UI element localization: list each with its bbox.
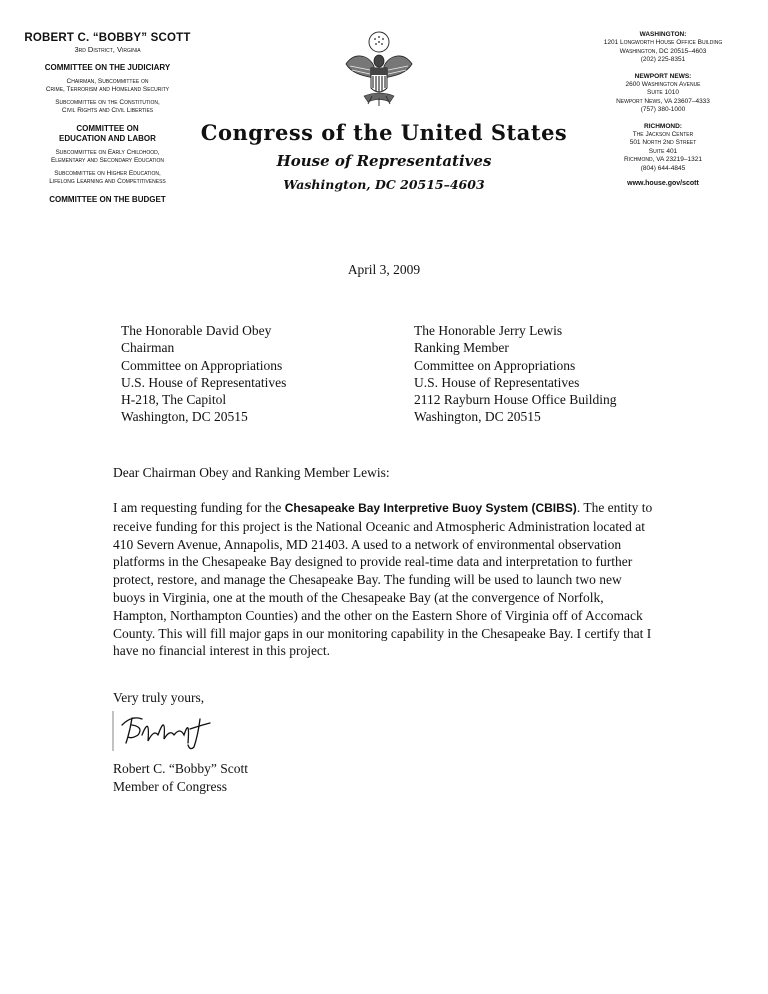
signer-name: Robert C. “Bobby” Scott	[113, 761, 248, 776]
recipient-lewis: The Honorable Jerry Lewis Ranking Member Committee on Appropriations U.S. House of Representatives 2112 Rayburn House Office Building Washington, DC 20515	[414, 323, 617, 425]
subcommittee-constitution: Subcommittee on the Constitution, Civil Rights and Civil Liberties	[55, 99, 160, 114]
recipient-obey: The Honorable David Obey Chairman Committee on Appropriations U.S. House of Representatives H-218, The Capitol Washington, DC 20515	[121, 323, 287, 425]
body-text-post: . The entity to receive funding for this project is the National Oceanic and Atmospheric Administration located at 410 Severn Avenue, Annapolis, MD 21403. A used to a network of environmental observation platforms in the Chesapeake Bay designed to provide real-time data and interpretation to further protect, restore, and manage the Chesapeake Bay. The funding will be used to launch two new buoys in Virginia, one at the mouth of the Chesapeake Bay (at the convergence of Norfolk, Hampton, Northampton Counties) and the other on the Eastern Shore of Virginia off of Accomack County. This will fill major gaps in our monitoring capability in the Chesapeake Bay. I certify that I have no financial interest in this project.	[113, 500, 653, 659]
congress-title: Congress of the United States	[200, 120, 568, 145]
project-name: Chesapeake Bay Interpretive Buoy System (CBIBS)	[284, 501, 577, 515]
subcommittee-early-childhood: Subcommittee on Early Childhood, Elementary and Secondary Education	[50, 149, 165, 164]
committee-education: COMMITTEE ON EDUCATION AND LABOR	[59, 124, 156, 143]
office-washington: WASHINGTON: 1201 Longworth House Office Building Washington, DC 20515–4603 (202) 225-8351	[603, 31, 723, 63]
member-name: ROBERT C. “BOBBY” SCOTT	[24, 32, 191, 44]
signature-image	[110, 705, 230, 755]
committee-budget: COMMITTEE ON THE BUDGET	[49, 195, 166, 204]
signer-block	[113, 760, 248, 796]
district: 3rd District, Virginia	[74, 45, 141, 54]
eagle-seal-icon	[340, 30, 418, 110]
office-richmond: RICHMOND: The Jackson Center 501 North 2nd Street Suite 401 Richmond, VA 23219–1321 (804) 644-4845	[624, 122, 702, 172]
letter-date: April 3, 2009	[347, 262, 421, 277]
house-title: House of Representatives	[276, 152, 492, 170]
closing: Very truly yours,	[113, 690, 205, 705]
subcommittee-crime: Chairman, Subcommittee on Crime, Terrorism and Homeland Security	[45, 78, 170, 93]
letterhead-right-column	[578, 30, 748, 187]
committee-judiciary: COMMITTEE ON THE JUDICIARY	[44, 63, 171, 72]
letterhead-left-column	[20, 32, 195, 205]
letterhead-center	[200, 120, 568, 192]
salutation: Dear Chairman Obey and Ranking Member Lewis:	[113, 465, 390, 480]
office-newport-news: NEWPORT NEWS: 2600 Washington Avenue Suite 1010 Newport News, VA 23607–4333 (757) 380-1000	[616, 72, 710, 113]
body-text-pre: I am requesting funding for the	[113, 500, 285, 515]
subcommittee-higher-education: Subcommittee on Higher Education, Lifelong Learning and Competitiveness	[49, 170, 166, 185]
dc-address: Washington, DC 20515–4603	[283, 177, 485, 192]
website-link[interactable]: www.house.gov/scott	[627, 180, 699, 187]
signer-title: Member of Congress	[113, 779, 227, 794]
body-paragraph	[113, 499, 653, 660]
